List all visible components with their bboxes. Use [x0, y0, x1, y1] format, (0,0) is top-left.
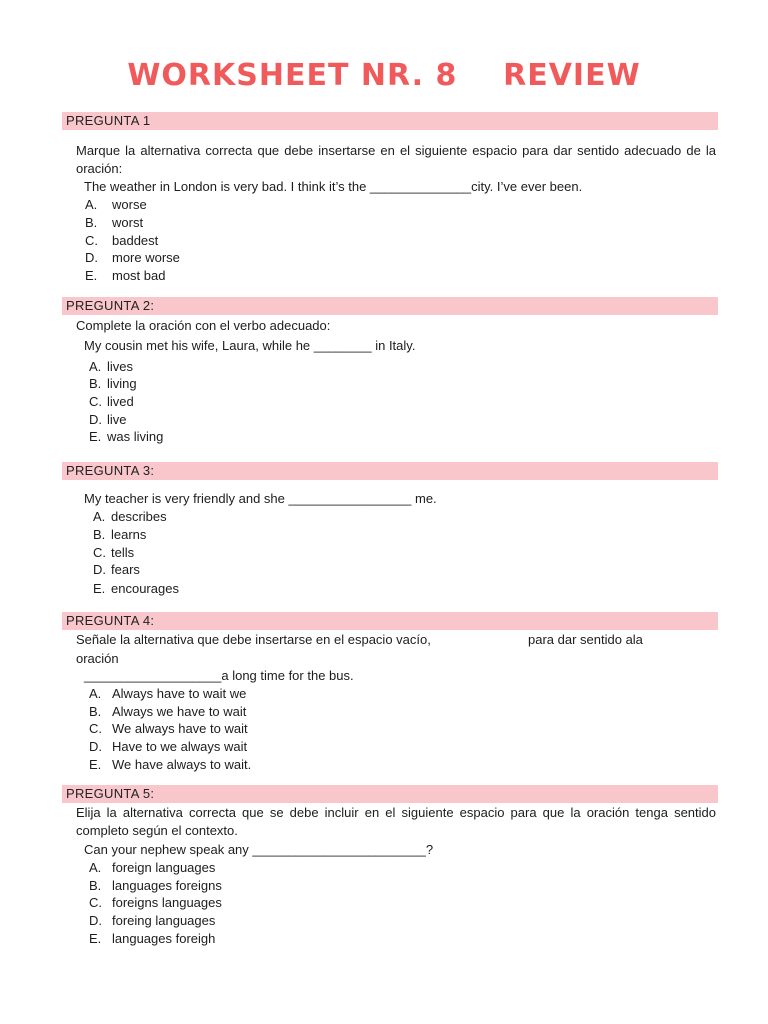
option-text: was living [107, 429, 164, 444]
question-4-heading: PREGUNTA 4: [66, 613, 155, 628]
question-3-header [62, 462, 718, 480]
option-letter: D. [89, 412, 102, 427]
option-text: live [107, 412, 127, 427]
question-4-instruction-part-a: Señale la alternativa que debe insertarse en el espacio vacío, [76, 632, 431, 647]
option-letter: E. [85, 268, 98, 283]
option-text: tells [111, 545, 135, 560]
option-text: more worse [112, 250, 180, 265]
question-5-heading: PREGUNTA 5: [66, 786, 155, 801]
option-letter: B. [89, 376, 102, 391]
option-text: fears [111, 562, 140, 577]
question-3-sentence: My teacher is very friendly and she _________________ me. [84, 491, 437, 506]
question-2-sentence: My cousin met his wife, Laura, while he ________ in Italy. [84, 338, 416, 353]
option-text: Always we have to wait [112, 704, 247, 719]
option-letter: C. [85, 233, 98, 248]
option-letter: D. [89, 739, 102, 754]
option-letter: E. [89, 429, 102, 444]
option-letter: A. [89, 686, 102, 701]
option-text: baddest [112, 233, 159, 248]
question-4-header [62, 612, 718, 630]
option-letter: E. [93, 581, 106, 596]
option-text: languages foreigns [112, 878, 222, 893]
option-letter: C. [89, 394, 102, 409]
option-text: worse [112, 197, 147, 212]
question-4-instruction-part-b: para dar sentido ala [528, 632, 643, 647]
option-text: lives [107, 359, 134, 374]
option-letter: B. [89, 704, 102, 719]
option-text: foreing languages [112, 913, 216, 928]
option-text: most bad [112, 268, 166, 283]
question-5-header [62, 785, 718, 803]
question-1-header [62, 112, 718, 130]
option-text: worst [112, 215, 144, 230]
question-1-instruction: Marque la alternativa correcta que debe insertarse en el siguiente espacio para dar sentido adecuado de la oración: [76, 143, 716, 176]
option-letter: D. [93, 562, 106, 577]
option-letter: C. [89, 895, 102, 910]
question-2-header [62, 297, 718, 315]
option-letter: B. [85, 215, 98, 230]
option-text: learns [111, 527, 147, 542]
option-text: languages foreigh [112, 931, 216, 946]
option-letter: B. [93, 527, 106, 542]
option-letter: A. [89, 359, 102, 374]
question-1-heading: PREGUNTA 1 [66, 113, 151, 128]
option-letter: D. [85, 250, 98, 265]
option-text: We always have to wait [112, 721, 248, 736]
question-5-sentence: Can your nephew speak any ________________________? [84, 842, 434, 857]
option-text: foreign languages [112, 860, 216, 875]
question-1-sentence: The weather in London is very bad. I think it’s the ______________city. I’ve ever been. [84, 179, 583, 194]
option-letter: E. [89, 757, 102, 772]
option-text: lived [107, 394, 134, 409]
option-text: Always have to wait we [112, 686, 247, 701]
option-text: living [107, 376, 137, 391]
option-text: Have to we always wait [112, 739, 248, 754]
option-letter: E. [89, 931, 102, 946]
option-letter: C. [93, 545, 106, 560]
option-letter: B. [89, 878, 102, 893]
option-letter: A. [93, 509, 106, 524]
option-text: encourages [111, 581, 179, 596]
option-letter: D. [89, 913, 102, 928]
worksheet-title: WORKSHEET NR. 8 REVIEW [127, 58, 641, 93]
option-letter: A. [89, 860, 102, 875]
question-5-instruction: Elija la alternativa correcta que se debe incluir en el siguiente espacio para que la oración tenga sentido completo según el contexto. [76, 805, 716, 838]
question-3-heading: PREGUNTA 3: [66, 463, 155, 478]
question-4-instruction-part-c: oración [76, 651, 119, 666]
question-2-instruction: Complete la oración con el verbo adecuado: [76, 318, 331, 333]
option-text: foreigns languages [112, 895, 222, 910]
option-letter: C. [89, 721, 102, 736]
option-text: We have always to wait. [112, 757, 252, 772]
question-2-heading: PREGUNTA 2: [66, 298, 155, 313]
question-4-sentence: ___________________a long time for the bus. [84, 668, 354, 683]
option-letter: A. [85, 197, 98, 212]
option-text: describes [111, 509, 167, 524]
